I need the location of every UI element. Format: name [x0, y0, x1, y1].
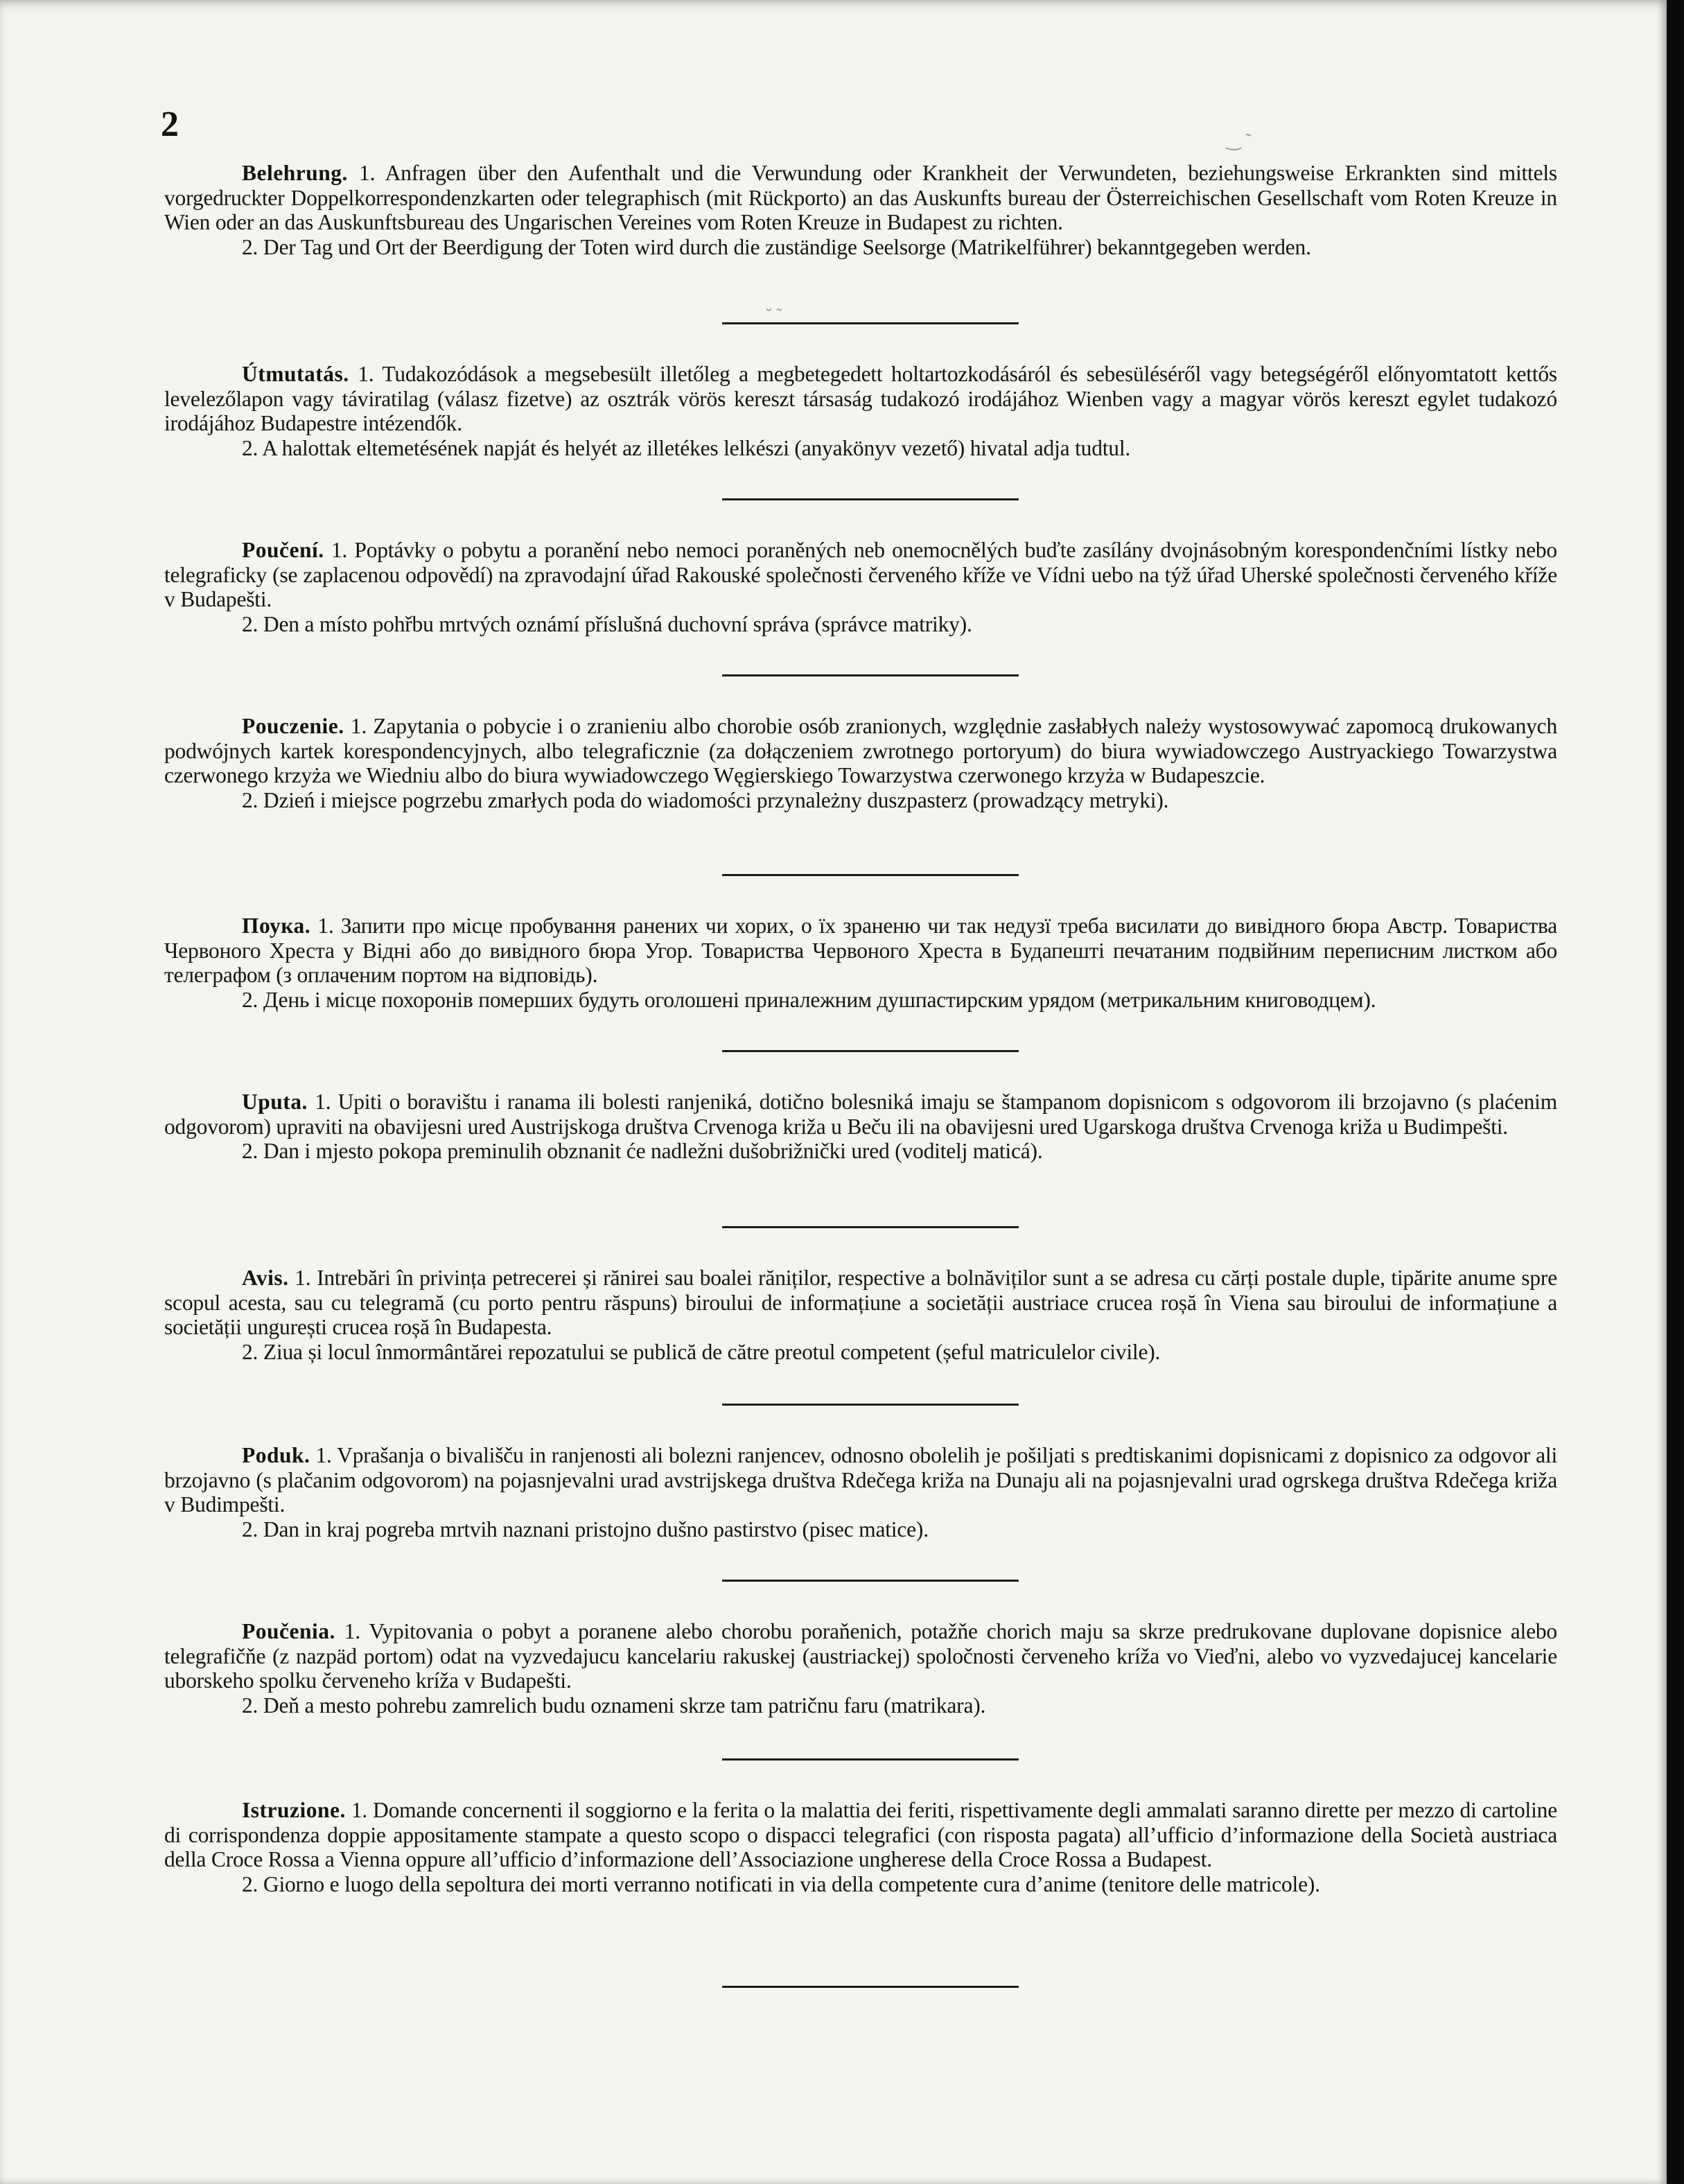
section-point-2: 2. Deň a mesto pohrebu zamrelich budu oznameni skrze tam patričnu faru (matrikara). — [242, 1693, 986, 1718]
instruction-section-czech — [164, 500, 1557, 676]
section-point-1 — [164, 1090, 1557, 1139]
instruction-section-polish — [164, 676, 1557, 876]
section-point-1 — [164, 914, 1557, 988]
instructions-list — [164, 161, 1557, 1988]
section-heading: Istruzione. — [242, 1798, 346, 1822]
section-point-1-text: 1. Zapytania o pobycie i o zranieniu albo chorobie osób zranionych, względnie zasłabłych należy wystosowywać zapomocą drukowanych podwójnych kartek korespondencyjnych, albo telegraficznie (za dołączeniem zwrotnego portoryum) do biura wywiadowczego Austryackiego Towarzystwa czerwonego krzyża we Wiedniu albo do biura wywiadowczego Węgierskiego Towarzystwa czerwonego krzyża w Budapeszcie. — [164, 714, 1557, 788]
section-point-1 — [164, 714, 1557, 788]
section-heading: Poduk. — [242, 1443, 310, 1467]
section-point-1-text: 1. Upiti o boravištu i ranama ili bolesti ranjeniká, dotično bolesniká imaju se štampanom dopisnicom s odgovorom ili brzojavno (s plaćenim odgovorom) upraviti na obavijesni ured Austrijskoga društva Crvenoga križa u Beču ili na obavijesni ured Ugarskoga društva Crvenoga križa u Budimpešti. — [164, 1090, 1557, 1139]
scan-mark: ˘ ˜ — [766, 305, 782, 325]
section-heading: Поука. — [242, 914, 311, 938]
section-heading: Poučenia. — [242, 1619, 335, 1643]
section-heading: Pouczenie. — [242, 714, 344, 738]
page-number: 2 — [161, 105, 179, 144]
instruction-section-german — [164, 161, 1557, 324]
instruction-section-slovene — [164, 1406, 1557, 1582]
section-point-1 — [164, 362, 1557, 436]
section-point-2: 2. Giorno e luogo della sepoltura dei morti verranno notificati in via della competente cura d’anime (tenitore delle matricole). — [242, 1871, 1320, 1896]
section-point-2: 2. Der Tag und Ort der Beerdigung der Toten wird durch die zuständige Seelsorge (Matrikelführer) bekanntgegeben werden. — [242, 234, 1311, 259]
section-point-2: 2. Dan i mjesto pokopa preminulih obznanit će nadležni dušobrižnički ured (voditelj maticá). — [242, 1139, 1043, 1164]
section-point-1 — [164, 1266, 1557, 1340]
section-heading: Poučení. — [242, 538, 324, 562]
instruction-section-slovak — [164, 1582, 1557, 1761]
section-point-1-text: 1. Запити про місце пробування ранених чи хорих, о їх зраненю чи так недузї треба висилати до вивідного бюра Австр. Товариства Червоного Хреста у Відні або до вивідного бюра Угор. Товариства Червоного Хреста в Будапешті печатаним подвійним переписним листком або телеграфом (з оплаченим портом на відповідь). — [164, 914, 1557, 988]
section-heading: Útmutatás. — [242, 362, 349, 386]
instruction-section-ukrainian — [164, 876, 1557, 1052]
section-heading: Belehrung. — [242, 161, 348, 185]
section-point-2: 2. Dan in kraj pogreba mrtvih naznani pristojno dušno pastirstvo (pisec matice). — [242, 1517, 929, 1541]
section-point-2: 2. День і місце похоронів померших будуть оголошені приналежним душпастирским урядом (метрикальним книговодцем). — [242, 987, 1376, 1012]
section-heading: Uputa. — [242, 1090, 308, 1114]
section-point-1 — [164, 1443, 1557, 1517]
section-point-1 — [164, 1619, 1557, 1693]
section-point-1 — [164, 161, 1557, 235]
section-point-1 — [164, 538, 1557, 612]
instruction-section-hungarian — [164, 324, 1557, 500]
section-point-1-text: 1. Intrebări în privința petrecerei și rănirei sau boalei răniților, respective a bolnăviților sunt a se adresa cu cărți postale duple, tipărite anume spre scopul acesta, sau cu telegramă (cu porto pentru răspuns) biroului de informațiune a societății austriace crucea roșă în Viena sau biroului de informațiune a societății ungurești crucea roșă în Budapesta. — [164, 1266, 1557, 1340]
section-point-1-text: 1. Anfragen über den Aufenthalt und die Verwundung oder Krankheit der Verwundeten, beziehungsweise Erkrankten sind mittels vorgedruckter Doppelkorrespondenzkarten oder telegraphisch (mit Rückporto) an das Auskunfts bureau der Österreichischen Gesellschaft vom Roten Kreuze in Wien oder an das Auskunftsbureau des Ungarischen Vereines vom Roten Kreuze in Budapest zu richten. — [164, 161, 1557, 235]
section-point-1-text: 1. Domande concernenti il soggiorno e la ferita o la malattia dei feriti, rispettivamente degli ammalati saranno dirette per mezzo di cartoline di corrispondenza doppie appositamente stampate a questo scopo o dispacci telegrafici (con risposta pagata) all’ufficio d’informazione della Società austriaca della Croce Rossa a Vienna oppure all’ufficio d’informazione dell’Associazione ungherese della Croce Rossa a Budapest. — [164, 1798, 1557, 1872]
instruction-section-croatian — [164, 1052, 1557, 1228]
instruction-section-romanian — [164, 1228, 1557, 1406]
section-heading: Avis. — [242, 1266, 289, 1290]
section-point-1 — [164, 1798, 1557, 1872]
section-point-1-text: 1. Vprašanja o bivališču in ranjenosti ali bolezni ranjencev, odnosno obolelih je pošiljati s predtiskanimi dopisnicami z dopisnico za odgovor ali brzojavno (s plačanim odgovorom) na pojasnjevalni urad avstrijskega društva Rdečega križa na Dunaju ali na pojasnjevalni urad ogrskega društva Rdečega križa v Budimpešti. — [164, 1443, 1557, 1517]
section-point-2: 2. A halottak eltemetésének napját és helyét az illetékes lelkészi (anyakönyv vezető) hivatal adja tudtul. — [242, 435, 1131, 460]
instruction-section-italian — [164, 1761, 1557, 1988]
section-point-2: 2. Dzień i miejsce pogrzebu zmarłych poda do wiadomości przynależny duszpasterz (prowadzący metryki). — [242, 787, 1169, 812]
section-point-2: 2. Den a místo pohřbu mrtvých oznámí příslušná duchovní správa (správce matriky). — [242, 611, 972, 636]
section-point-1-text: 1. Tudakozódások a megsebesült illetőleg a megbetegedett holtartozkodásáról és sebesüléséről vagy betegségéről előnyomtatott kettős levelezőlapon vagy táviratilag (válasz fizetve) az osztrák vörös kereszt társaság tudakozó irodájához Wienben vagy a magyar vörös kereszt egylet tudakozó irodájához Budapestre intézendők. — [164, 362, 1557, 436]
section-point-1-text: 1. Poptávky o pobytu a poranění nebo nemoci poraněných neb onemocnělých buďte zasílány dvojnásobným korespondenčními lístky nebo telegraficky (se zaplacenou odpovědí) na zpravodajní úřad Rakouské společnosti červeného kříže ve Vídni uebo na týž úřad Uherské společnosti červeného kříže v Budapešti. — [164, 538, 1557, 612]
section-point-1-text: 1. Vypitovania o pobyt a poranene alebo chorobu poraňenich, potažňe chorich maju sa skrze predrukovane duplovane dopisnice alebo telegrafičňe (z nazpäd portom) odat na vyzvedajucu kancelariu rakuskej (austriackej) spoločnosti červeneho kríža vo Vieďni, alebo vo vyzvedajucej kancelarie uborskeho spolku červeneho kríža v Budapešti. — [164, 1619, 1557, 1693]
section-divider — [722, 1986, 1019, 1988]
section-point-2: 2. Ziua și locul înmormântărei repozatului se publică de către preotul competent (șeful matriculelor civile). — [242, 1339, 1161, 1364]
scan-mark: ‿ ˜ — [1227, 130, 1252, 150]
